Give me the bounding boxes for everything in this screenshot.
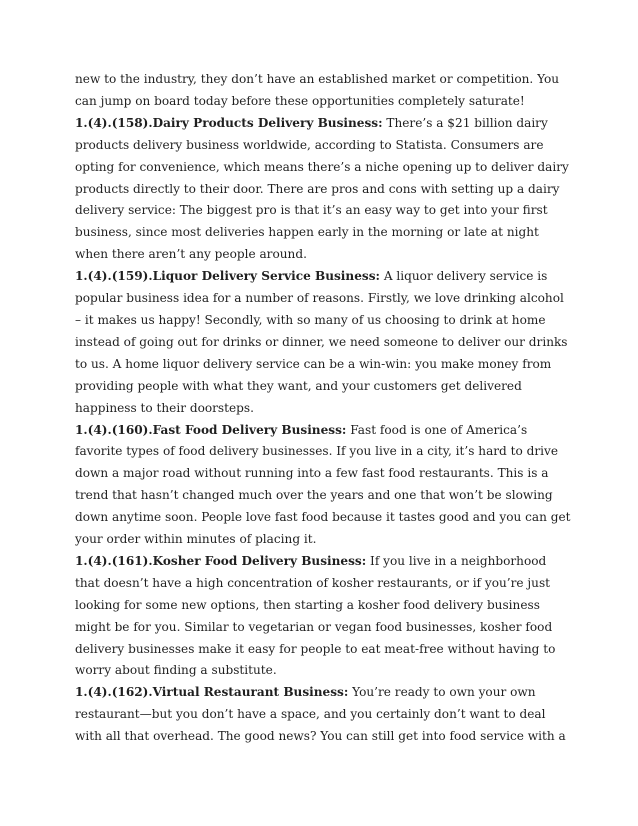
section-heading: 1.(4).(159).Liquor Delivery Service Business:	[75, 269, 380, 284]
section-heading: 1.(4).(161).Kosher Food Delivery Business:	[75, 553, 367, 568]
section-body: Fast food is one of America’s favorite types of food delivery businesses. If you live in a city, it’s hard to drive down a major road without running into a few fast food restaurants. This is a trend that hasn’t changed much over the years and one that won’t be slowing down anytime soon. People love fast food because it tastes good and you can get your order within minutes of placing it.	[75, 422, 571, 547]
section-body: A liquor delivery service is popular business idea for a number of reasons. Firstly, we love drinking alcohol – it makes us happy! Secondly, with so many of us choosing to drink at home instead of going out for drinks or dinner, we need someone to deliver our drinks to us. A home liquor delivery service can be a win-win: you make money from providing people with what they want, and your customers get delivered happiness to their doorsteps.	[75, 269, 568, 415]
section-body: You’re ready to own your own restaurant—but you don’t have a space, and you certainly don’t want to deal with all that overhead. The good news? You can still get into food service with a	[75, 685, 566, 744]
section-heading: 1.(4).(160).Fast Food Delivery Business:	[75, 422, 347, 437]
section-body: There’s a $21 billion dairy products delivery business worldwide, according to Statista. Consumers are opting for convenience, which means there’s a niche opening up to deliver dairy products directly to their door. There are pros and cons with setting up a dairy delivery service: The biggest pro is that it’s an easy way to get into your first business, since most deliveries happen early in the morning or late at night when there aren’t any people around.	[75, 115, 569, 262]
section-fast-food-delivery	[75, 420, 573, 551]
document-page	[75, 69, 573, 748]
section-heading: 1.(4).(158).Dairy Products Delivery Business:	[75, 115, 383, 130]
section-virtual-restaurant	[75, 682, 573, 748]
section-heading: 1.(4).(162).Virtual Restaurant Business:	[75, 685, 349, 700]
section-liquor-delivery	[75, 266, 573, 419]
section-body: If you live in a neighborhood that doesn’t have a high concentration of kosher restaurants, or if you’re just looking for some new options, then starting a kosher food delivery business might be for you. Similar to vegetarian or vegan food businesses, kosher food delivery businesses make it easy for people to eat meat-free without having to worry about finding a substitute.	[75, 553, 556, 678]
intro-paragraph: new to the industry, they don’t have an established market or competition. You can jump on board today before these opportunities completely saturate!	[75, 72, 560, 108]
section-dairy-delivery	[75, 113, 573, 266]
section-kosher-food-delivery	[75, 551, 573, 682]
